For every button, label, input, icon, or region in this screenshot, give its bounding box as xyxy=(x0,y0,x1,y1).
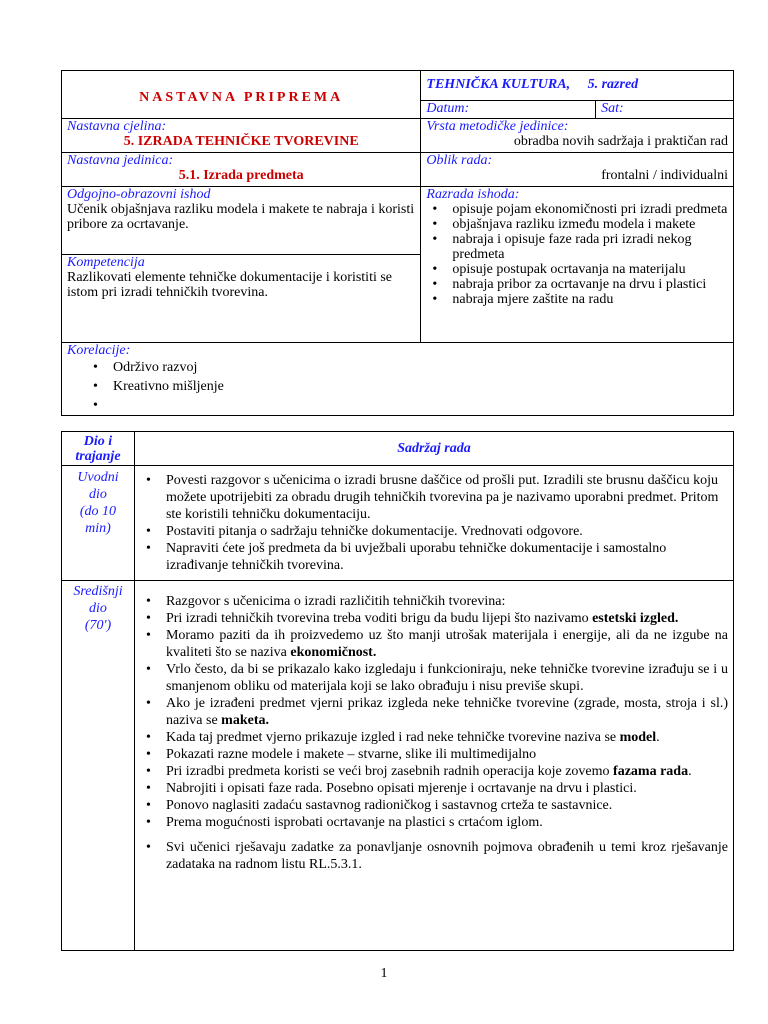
item-text: Pri izradbi predmeta koristi se veći broj zasebnih radnih operacija koje zovemo xyxy=(165,764,614,779)
correlation-label: Korelacije: xyxy=(67,343,131,358)
subject-name: TEHNIČKA KULTURA, xyxy=(426,77,571,92)
list-item xyxy=(166,797,728,814)
form-label: Oblik rada: xyxy=(426,153,493,168)
item-text: Razgovor s učenicima o izradi različitih tehničkih tvorevina: xyxy=(165,594,506,609)
outcome-cell xyxy=(62,187,421,255)
item-text: Moramo paziti da ih proizvedemo uz što manji utrošak materijala i energije, ali da ne izgube na kvaliteti što se naziva xyxy=(165,628,728,660)
breakdown-label: Razrada ishoda: xyxy=(426,187,520,202)
item-text: Nabrojiti i opisati faze rada. Posebno opisati mjerenje i ocrtavanje na drvu i plastici. xyxy=(165,781,637,796)
col-header-part: Dio i trajanje xyxy=(62,432,135,466)
list-item: • Napraviti ćete još predmeta da bi uvježbali uporabu tehničke dokumentacije i samostalno izrađivanje tehničkih tvorevina. xyxy=(166,540,728,574)
main-part-cell xyxy=(62,581,135,951)
col-header-content: Sadržaj rada xyxy=(134,432,733,466)
item-term: ekonomičnost. xyxy=(290,645,377,660)
list-item: • Povesti razgovor s učenicima o izradi brusne daščice od prošli put. Izradili ste brusnu daščicu koju možete upotrijebiti za obradu drugih tehničkih tvorevina pa je nazivamo uporabni predmet. Pritom ste koristili tehničku dokumentaciju. xyxy=(166,472,728,523)
date-field: Datum: xyxy=(421,101,596,119)
lesson-cell xyxy=(62,153,421,187)
outcome-text: Učenik objašnjava razliku modela i makete te nabraja i koristi pribore za ocrtavanje. xyxy=(67,202,415,232)
list-item xyxy=(166,627,728,661)
item-term: maketa. xyxy=(221,713,269,728)
item-text: Pri izradi tehničkih tvorevina treba voditi brigu da budu lijepi što nazivamo xyxy=(165,611,593,626)
item-text: Ponovo naglasiti zadaću sastavnog radioničkog i sastavnog crteža te sastavnice. xyxy=(165,798,613,813)
item-text: Pokazati razne modele i makete – stvarne, slike ili multimedijalno xyxy=(165,747,537,762)
list-item xyxy=(166,593,728,610)
form-value: frontalni / individualni xyxy=(601,168,728,183)
intro-duration: (do 10 min) xyxy=(79,504,117,536)
list-item xyxy=(166,814,728,831)
title-cell xyxy=(62,71,421,119)
breakdown-list xyxy=(426,202,728,307)
item-suffix: . xyxy=(656,730,660,745)
unit-cell xyxy=(62,119,421,153)
list-item xyxy=(166,746,728,763)
list-item xyxy=(166,610,728,627)
lesson-plan-table xyxy=(61,431,734,951)
list-item: • objašnjava razliku između modela i makete xyxy=(452,217,728,232)
outcome-label: Odgojno-obrazovni ishod xyxy=(67,187,211,202)
unit-value: 5. IZRADA TEHNIČKE TVOREVINE xyxy=(123,134,359,149)
competence-cell xyxy=(62,255,421,343)
hours-field: Sat: xyxy=(596,101,734,119)
lesson-value: 5.1. Izrada predmeta xyxy=(178,168,304,183)
item-term: fazama rada xyxy=(613,764,689,779)
list-item xyxy=(166,729,728,746)
list-item xyxy=(166,661,728,695)
unit-label: Nastavna cjelina: xyxy=(67,119,167,134)
list-item xyxy=(113,396,728,415)
item-text: Vrlo često, da bi se prikazalo kako izgledaju i funkcioniraju, neke tehničke tvorevine izrađuju se i u smanjenom obliku od materijala koji se lako obrađuju i nisu previše skupi. xyxy=(165,662,728,694)
list-item: • opisuje pojam ekonomičnosti pri izradi predmeta xyxy=(452,202,728,217)
list-item: • Održivo razvoj xyxy=(113,358,728,377)
breakdown-cell xyxy=(421,187,734,343)
subject-cell xyxy=(421,71,734,101)
item-text: Kada taj predmet vjerno prikazuje izgled i rad neke tehničke tvorevine naziva se xyxy=(165,730,620,745)
list-item: • nabraja mjere zaštite na radu xyxy=(452,292,728,307)
list-item: • nabraja pribor za ocrtavanje na drvu i plastici xyxy=(452,277,728,292)
list-item: • opisuje postupak ocrtavanja na materijalu xyxy=(452,262,728,277)
list-item xyxy=(166,780,728,797)
list-item xyxy=(166,695,728,729)
competence-label: Kompetencija xyxy=(67,255,145,270)
form-cell xyxy=(421,153,734,187)
correlation-cell xyxy=(62,343,734,416)
item-text: Prema mogućnosti isprobati ocrtavanje na plastici s crtaćom iglom. xyxy=(165,815,543,830)
item-term: estetski izgled. xyxy=(592,611,679,626)
list-item: • Postaviti pitanja o sadržaju tehničke dokumentacije. Vrednovati odgovore. xyxy=(166,523,728,540)
intro-part-cell xyxy=(62,466,135,581)
page-number: 1 xyxy=(380,966,388,981)
grade: 5. razred xyxy=(587,77,639,92)
list-item: • nabraja i opisuje faze rada pri izradi nekog predmeta xyxy=(452,232,728,262)
intro-list xyxy=(140,472,728,574)
method-label: Vrsta metodičke jedinice: xyxy=(426,119,569,134)
item-term: model xyxy=(619,730,657,745)
list-item: • Kreativno mišljenje xyxy=(113,377,728,396)
item-suffix: . xyxy=(688,764,692,779)
list-item xyxy=(166,763,728,780)
lesson-label: Nastavna jedinica: xyxy=(67,153,174,168)
item-text: Ako je izrađeni predmet vjerni prikaz izgleda neke tehničke tvorevine (zgrade, mosta, stroja i sl.) naziva se xyxy=(165,696,728,728)
method-value: obradba novih sadržaja i praktičan rad xyxy=(513,134,728,149)
intro-content-cell xyxy=(134,466,733,581)
correlation-list xyxy=(67,358,728,415)
lesson-header-table xyxy=(61,70,734,416)
main-duration: (70') xyxy=(84,618,112,633)
main-label: Središnji dio xyxy=(73,584,123,616)
method-cell xyxy=(421,119,734,153)
main-list xyxy=(140,593,728,873)
item-text: Svi učenici rješavaju zadatke za ponavljanje osnovnih pojmova obrađenih u temi kroz rješavanje zadataka na radnom listu RL.5.3.1. xyxy=(165,840,728,872)
document-title: NASTAVNA PRIPREMA xyxy=(139,90,344,105)
intro-label: Uvodni dio xyxy=(77,470,119,502)
competence-text: Razlikovati elemente tehničke dokumentacije i koristiti se istom pri izradi tehničkih tvorevina. xyxy=(67,270,393,300)
list-item xyxy=(166,839,728,873)
main-content-cell xyxy=(134,581,733,951)
